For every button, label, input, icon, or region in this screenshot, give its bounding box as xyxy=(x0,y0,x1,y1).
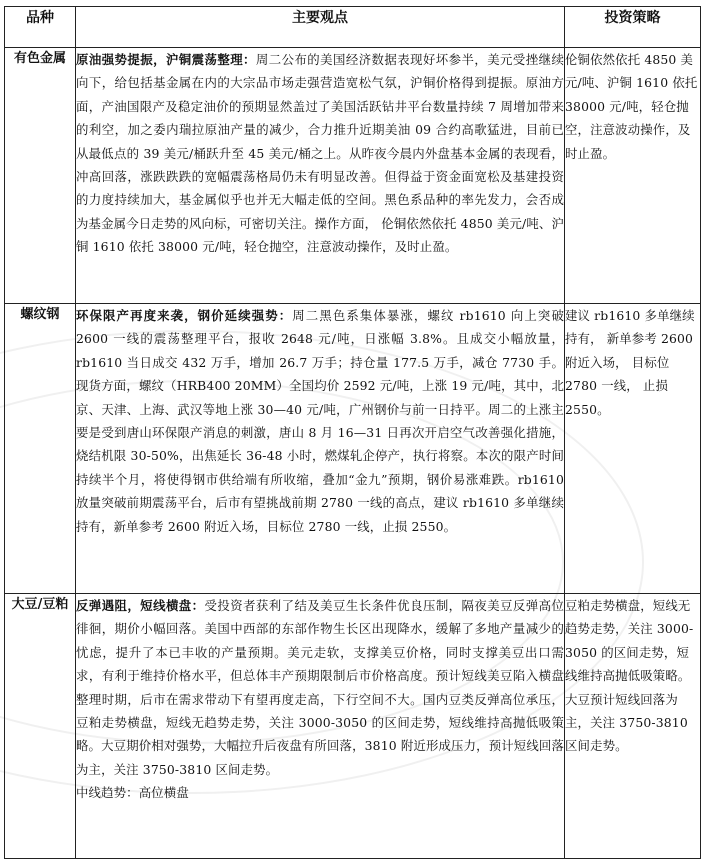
main-view-cell xyxy=(76,594,565,859)
table-row xyxy=(5,48,701,304)
view-body: 受投资者获利了结及美豆生长条件优良压制，隔夜美豆反弹高位徘徊，期价小幅回落。美国中西部的东部作物生长区出现降水，缓解了多地产量减少的忧虑，提升了本已丰收的产量预期。美元走软，支撑美豆价格，同时支撑美豆出口需求，有利于维持价格水平，但总体丰产预期限制后市价格高度。预计短线美豆陷入横盘整理时期，后市在需求带动下有望再度走高，下行空间不大。国内豆类反弹高位承压，豆粕走势横盘，短线无趋势走势，关注 3000-3050 的区间走势，短线维持高抛低吸策略。大豆期价相对强势，大幅拉升后夜盘有所回落，3810 附近形成压力，预计短线回落为主，关注 3750-3810 区间走势。 xyxy=(76,598,565,777)
view-body: 周二黑色系集体暴涨，螺纹 rb1610 向上突破 2600 一线的震荡整理平台，报收 2648 元/吨，日涨幅 3.8%。且成交小幅放量，rb1610 当日成交 432 万手，增加 26.7 万手；持仓量 177.5 万手，减仓 7730 手。现货方面，螺纹（HRB400 20MM）全国均价 2592 元/吨，上涨 19 元/吨，其中，北京、天津、上海、武汉等地上涨 30—40 元/吨，广州钢价与前一日持平。周二的上涨主要是受到唐山环保限产消息的刺激，唐山 8 月 16—31 日再次开启空气改善强化措施，烧结机限 30-50%，出焦延长 36-48 小时，燃煤轧企停产，执行将察。本次的限产时间持续半个月，将使得钢市供给端有所收缩，叠加“金九”预期，钢价易涨难跌。rb1610 放量突破前期震荡平台，后市有望挑战前期 2780 一线的高点，建议 rb1610 多单继续持有，新单参考 2600 附近入场，目标位 2780 一线，止损 2550。 xyxy=(76,308,564,534)
strategy-cell: 豆粕走势横盘，短线无趋势走势，关注 3000-3050 的区间走势，短线维持高抛低吸策略。大豆预计短线回落为主，关注 3750-3810 区间走势。 xyxy=(565,594,701,859)
view-headline: 反弹遇阻，短线横盘： xyxy=(76,598,205,613)
category-cell: 有色金属 xyxy=(5,48,76,304)
commodity-report-table xyxy=(4,6,701,859)
table-row xyxy=(5,594,701,859)
main-view-cell xyxy=(76,304,565,594)
table-row xyxy=(5,304,701,594)
strategy-cell: 建议 rb1610 多单继续持有， 新单参考 2600 附近入场， 目标位 2780 一线， 止损 2550。 xyxy=(565,304,701,594)
midline-trend: 中线趋势：高位横盘 xyxy=(76,785,189,801)
view-headline: 原油强势提振，沪铜震荡整理： xyxy=(76,52,256,67)
strategy-cell: 伦铜依然依托 4850 美元/吨、沪铜 1610 依托 38000 元/吨，轻仓抛空，注意波动操作，及时止盈。 xyxy=(565,48,701,304)
category-cell: 螺纹钢 xyxy=(5,304,76,594)
view-headline: 环保限产再度来袭，钢价延续强势： xyxy=(76,308,293,323)
main-view-cell xyxy=(76,48,565,304)
header-row xyxy=(5,7,701,48)
view-body: 周二公布的美国经济数据表现好坏参半，美元受挫继续向下，给包括基金属在内的大宗品市场走强营造宽松气氛，沪铜价格得到提振。原油方面，产油国限产及稳定油价的预期显然盖过了美国活跃钻井平台数量持续 7 周增加带来的利空，加之委内瑞拉原油产量的减少，合力推升近期美油 09 合约高歌猛进，目前已从最低点的 39 美元/桶跃升至 45 美元/桶之上。从昨夜今晨内外盘基本金属的表现看，冲高回落，涨跌跌跌的宽幅震荡格局仍未有明显改善。但得益于资金面宽松及基建投资的力度持续加大，基金属似乎也并无大幅走低的空间。黑色系品种的率先发力，会否成为基金属今日走势的风向标，可密切关注。操作方面， 伦铜依然依托 4850 美元/吨、沪铜 1610 依托 38000 元/吨，轻仓抛空，注意波动操作，及时止盈。 xyxy=(76,52,564,255)
header-strategy: 投资策略 xyxy=(565,7,701,48)
header-main-view: 主要观点 xyxy=(76,7,565,48)
category-cell: 大豆/豆粕 xyxy=(5,594,76,859)
header-category: 品种 xyxy=(5,7,76,48)
